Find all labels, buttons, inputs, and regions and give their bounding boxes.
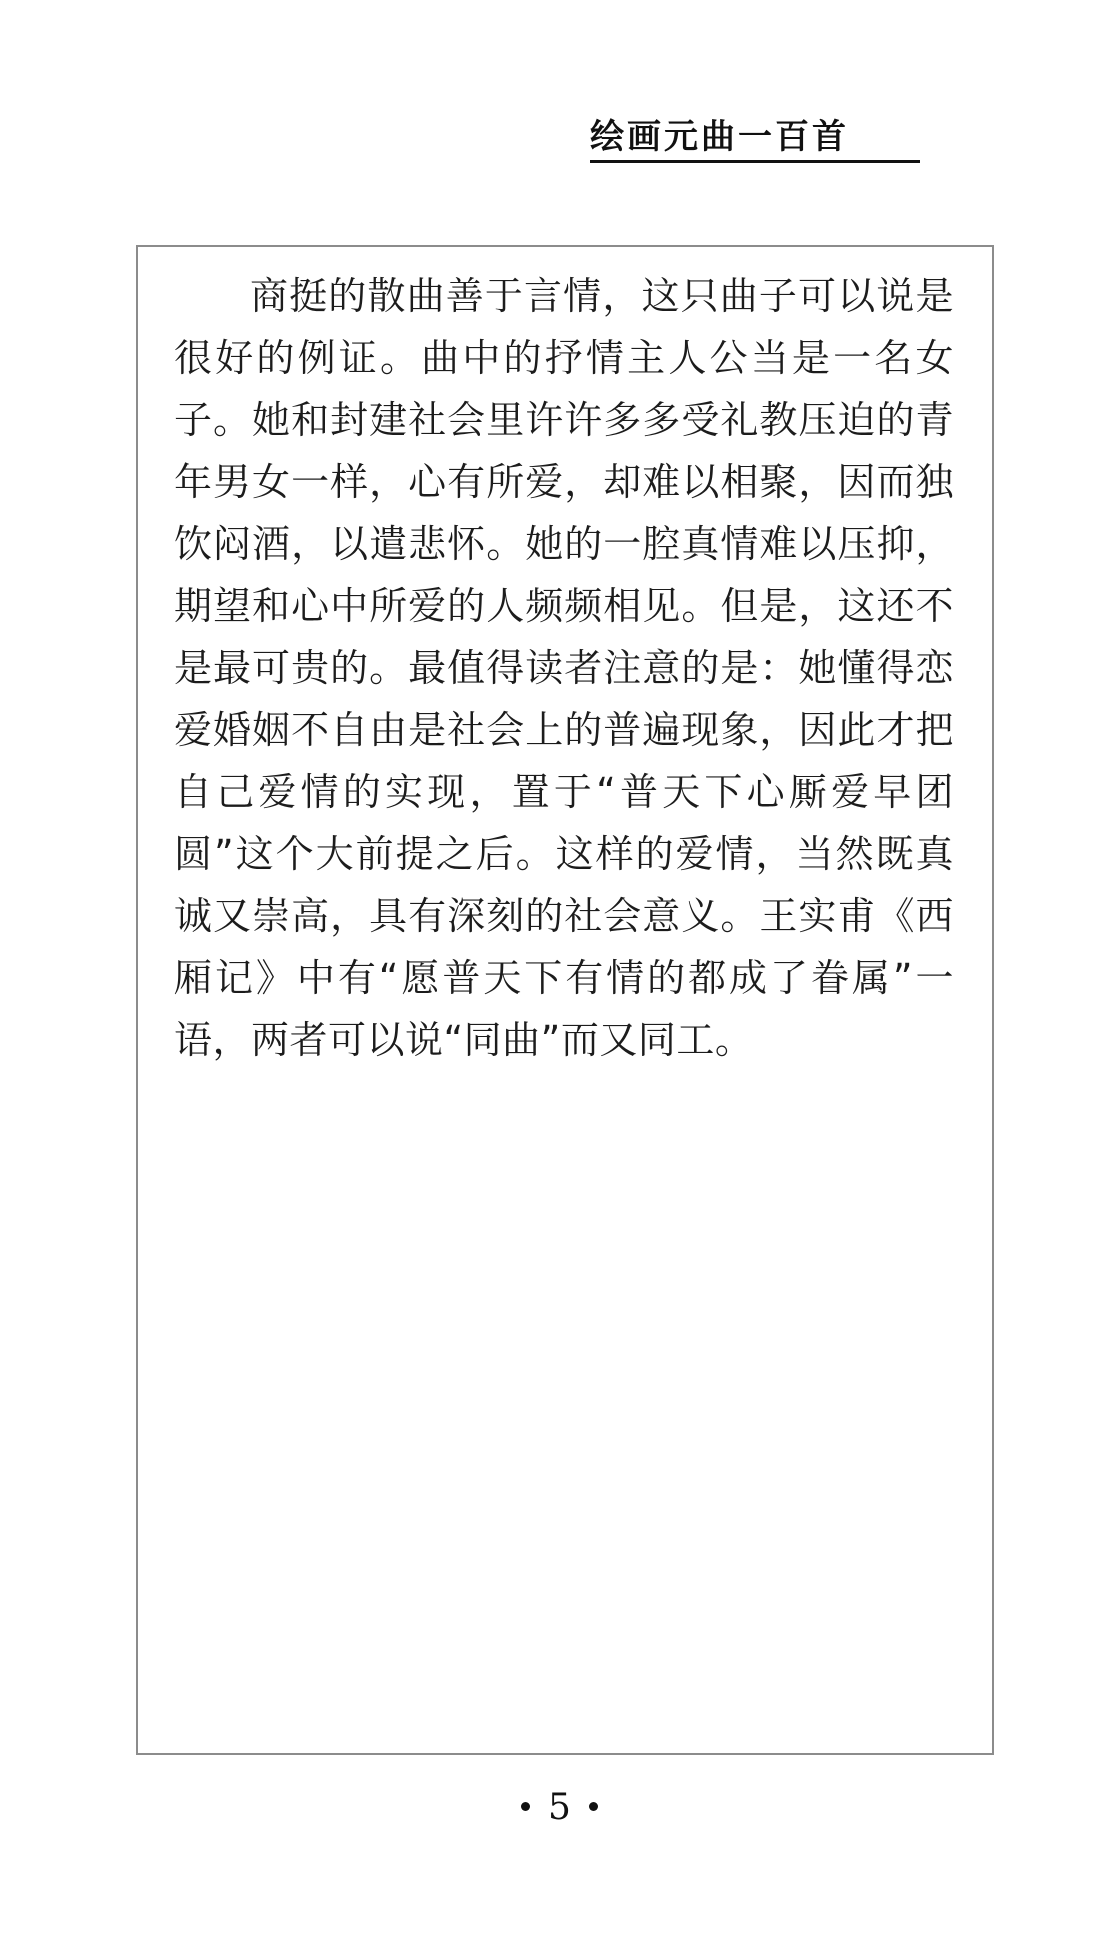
folio-bullet-right [589, 1802, 598, 1811]
text-frame [136, 245, 994, 1755]
running-head [590, 116, 925, 162]
commentary-paragraph: 商挺的散曲善于言情，这只曲子可以说是很好的例证。曲中的抒情主人公当是一名女子。她和封建社会里许许多多受礼教压迫的青年男女一样，心有所爱，却难以相聚，因而独饮闷酒，以遣悲怀。她的一腔真情难以压抑，期望和心中所爱的人频频相见。但是，这还不是最可贵的。最值得读者注意的是：她懂得恋爱婚姻不自由是社会上的普遍现象，因此才把自己爱情的实现，置于“普天下心厮爱早团圆”这个大前提之后。这样的爱情，当然既真诚又崇高，具有深刻的社会意义。王实甫《西厢记》中有“愿普天下有情的都成了眷属”一语，两者可以说“同曲”而又同工。 [174, 274, 954, 1062]
page-number: 5 [548, 1787, 571, 1828]
header-underline [590, 160, 920, 163]
book-title: 绘画元曲一百首 [590, 117, 849, 157]
page-footer [0, 1785, 1119, 1831]
folio-bullet-left [521, 1802, 530, 1811]
